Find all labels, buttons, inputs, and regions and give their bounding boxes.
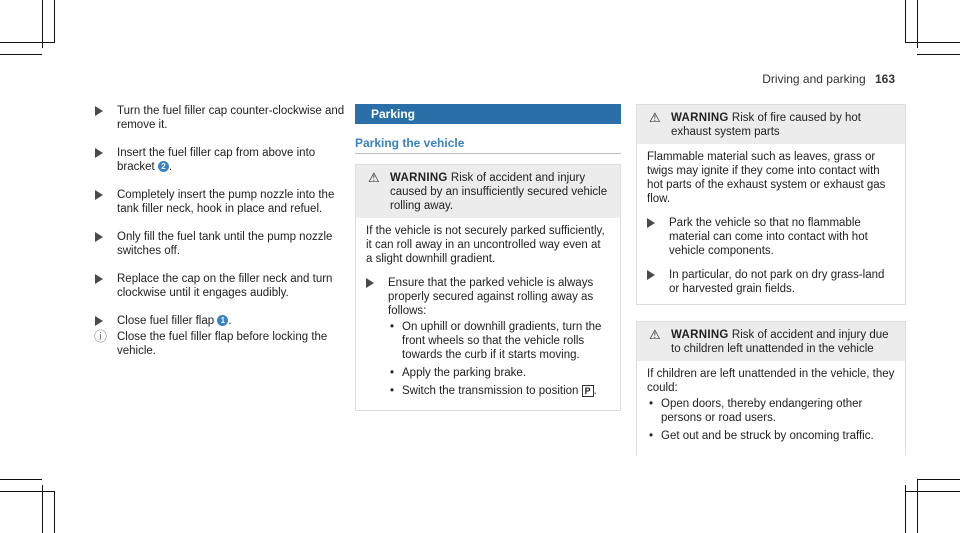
step-text: Park the vehicle so that no flammable material can come into contact with hot vehicle components.	[669, 217, 868, 257]
instruction-step: Insert the fuel filler cap from above into bracket 2 .	[93, 146, 355, 174]
crop-mark	[905, 0, 906, 42]
list-item: • Open doors, thereby endangering other persons or road users.	[647, 397, 895, 425]
crop-mark	[905, 485, 906, 533]
warning-body	[356, 218, 620, 410]
step-arrow-icon	[95, 274, 103, 284]
crop-mark	[917, 54, 960, 55]
list-item: • Apply the parking brake.	[388, 366, 610, 380]
warning-header	[637, 322, 905, 361]
warning-box	[636, 321, 906, 455]
subsection-title: Parking the vehicle	[355, 136, 621, 154]
warning-title: Risk of fire caused by hot exhaust system parts	[671, 112, 862, 138]
warning-box	[636, 104, 906, 305]
list-item: • Switch the transmission to position P .	[388, 384, 610, 398]
step-arrow-icon	[95, 106, 103, 116]
step-arrow-icon	[647, 270, 655, 280]
step-text: In particular, do not park on dry grass-land or harvested grain fields.	[669, 269, 885, 295]
list-item: • On uphill or downhill gradients, turn the front wheels so that the vehicle rolls towards the curb if it starts moving.	[388, 320, 610, 362]
step-text: Insert the fuel filler cap from above into bracket	[117, 147, 316, 173]
instruction-step: Close fuel filler flap 1 .	[93, 314, 355, 328]
step-arrow-icon	[647, 218, 655, 228]
left-column	[93, 104, 355, 358]
step-text: Ensure that the parked vehicle is always properly secured against rolling away as follows:	[388, 277, 594, 317]
step-text: Close fuel filler flap	[117, 315, 215, 327]
gear-p-icon: P	[582, 385, 594, 397]
warning-title: Risk of accident and injury due to children left unattended in the vehicle	[671, 329, 889, 355]
crop-mark	[42, 0, 43, 48]
page-number: 163	[874, 72, 895, 86]
warning-box	[355, 164, 621, 411]
step-text: Only fill the fuel tank until the pump nozzle switches off.	[117, 231, 333, 257]
section-bar: Parking	[355, 104, 621, 124]
crop-mark	[917, 479, 960, 480]
warning-step	[647, 216, 895, 258]
warning-text: Flammable material such as leaves, grass or twigs may ignite if they come into contact with hot parts of the exhaust system or exhaust gas flow.	[647, 151, 886, 205]
warning-label: WARNING	[671, 112, 729, 124]
crop-mark	[42, 485, 43, 533]
crop-mark	[0, 479, 42, 480]
note-text: Close the fuel filler flap before locking the vehicle.	[117, 331, 328, 357]
callout-2-icon: 2	[158, 161, 169, 172]
crop-mark	[0, 54, 42, 55]
callout-1-icon: 1	[217, 315, 228, 326]
instruction-step	[93, 188, 355, 216]
warning-header	[356, 165, 620, 218]
info-icon: ⓘ	[94, 329, 108, 344]
warning-text: If children are left unattended in the vehicle, they could:	[647, 368, 895, 394]
crop-mark	[54, 491, 55, 533]
warning-triangle-icon: ⚠	[649, 110, 661, 125]
crop-mark	[917, 0, 918, 48]
instruction-step	[93, 104, 355, 132]
instruction-step	[93, 230, 355, 258]
bullet-list	[388, 320, 610, 398]
warning-label: WARNING	[671, 329, 729, 341]
section-title: Driving and parking	[762, 72, 866, 86]
warning-header	[637, 105, 905, 144]
warning-triangle-icon: ⚠	[368, 170, 380, 185]
crop-mark	[917, 479, 918, 533]
warning-step	[366, 276, 610, 398]
step-text: Replace the cap on the filler neck and turn clockwise until it engages audibly.	[117, 273, 333, 299]
warning-step	[647, 268, 895, 296]
step-arrow-icon	[366, 278, 374, 288]
right-column	[636, 104, 906, 455]
middle-column	[355, 104, 621, 411]
crop-mark	[905, 491, 960, 492]
page-header	[762, 72, 895, 86]
warning-text: If the vehicle is not securely parked sufficiently, it can roll away in an uncontrolled way even at a slight downhill gradient.	[366, 225, 605, 265]
warning-triangle-icon: ⚠	[649, 327, 661, 342]
list-item: • Get out and be struck by oncoming traffic.	[647, 429, 895, 443]
step-arrow-icon	[95, 316, 103, 326]
step-text: Turn the fuel filler cap counter-clockwise and remove it.	[117, 105, 345, 131]
warning-body	[637, 144, 905, 304]
step-arrow-icon	[95, 232, 103, 242]
warning-body	[637, 361, 905, 455]
step-text: Completely insert the pump nozzle into the tank filler neck, hook in place and refuel.	[117, 189, 335, 215]
instruction-step	[93, 272, 355, 300]
bullet-list	[647, 397, 895, 443]
crop-mark	[0, 491, 55, 492]
crop-mark	[905, 42, 960, 43]
step-arrow-icon	[95, 148, 103, 158]
step-arrow-icon	[95, 190, 103, 200]
warning-label: WARNING	[390, 172, 448, 184]
info-note	[93, 330, 355, 358]
warning-title: Risk of accident and injury caused by an insufficiently secured vehicle rolling away.	[390, 172, 608, 212]
crop-mark	[54, 0, 55, 42]
crop-mark	[0, 42, 55, 43]
